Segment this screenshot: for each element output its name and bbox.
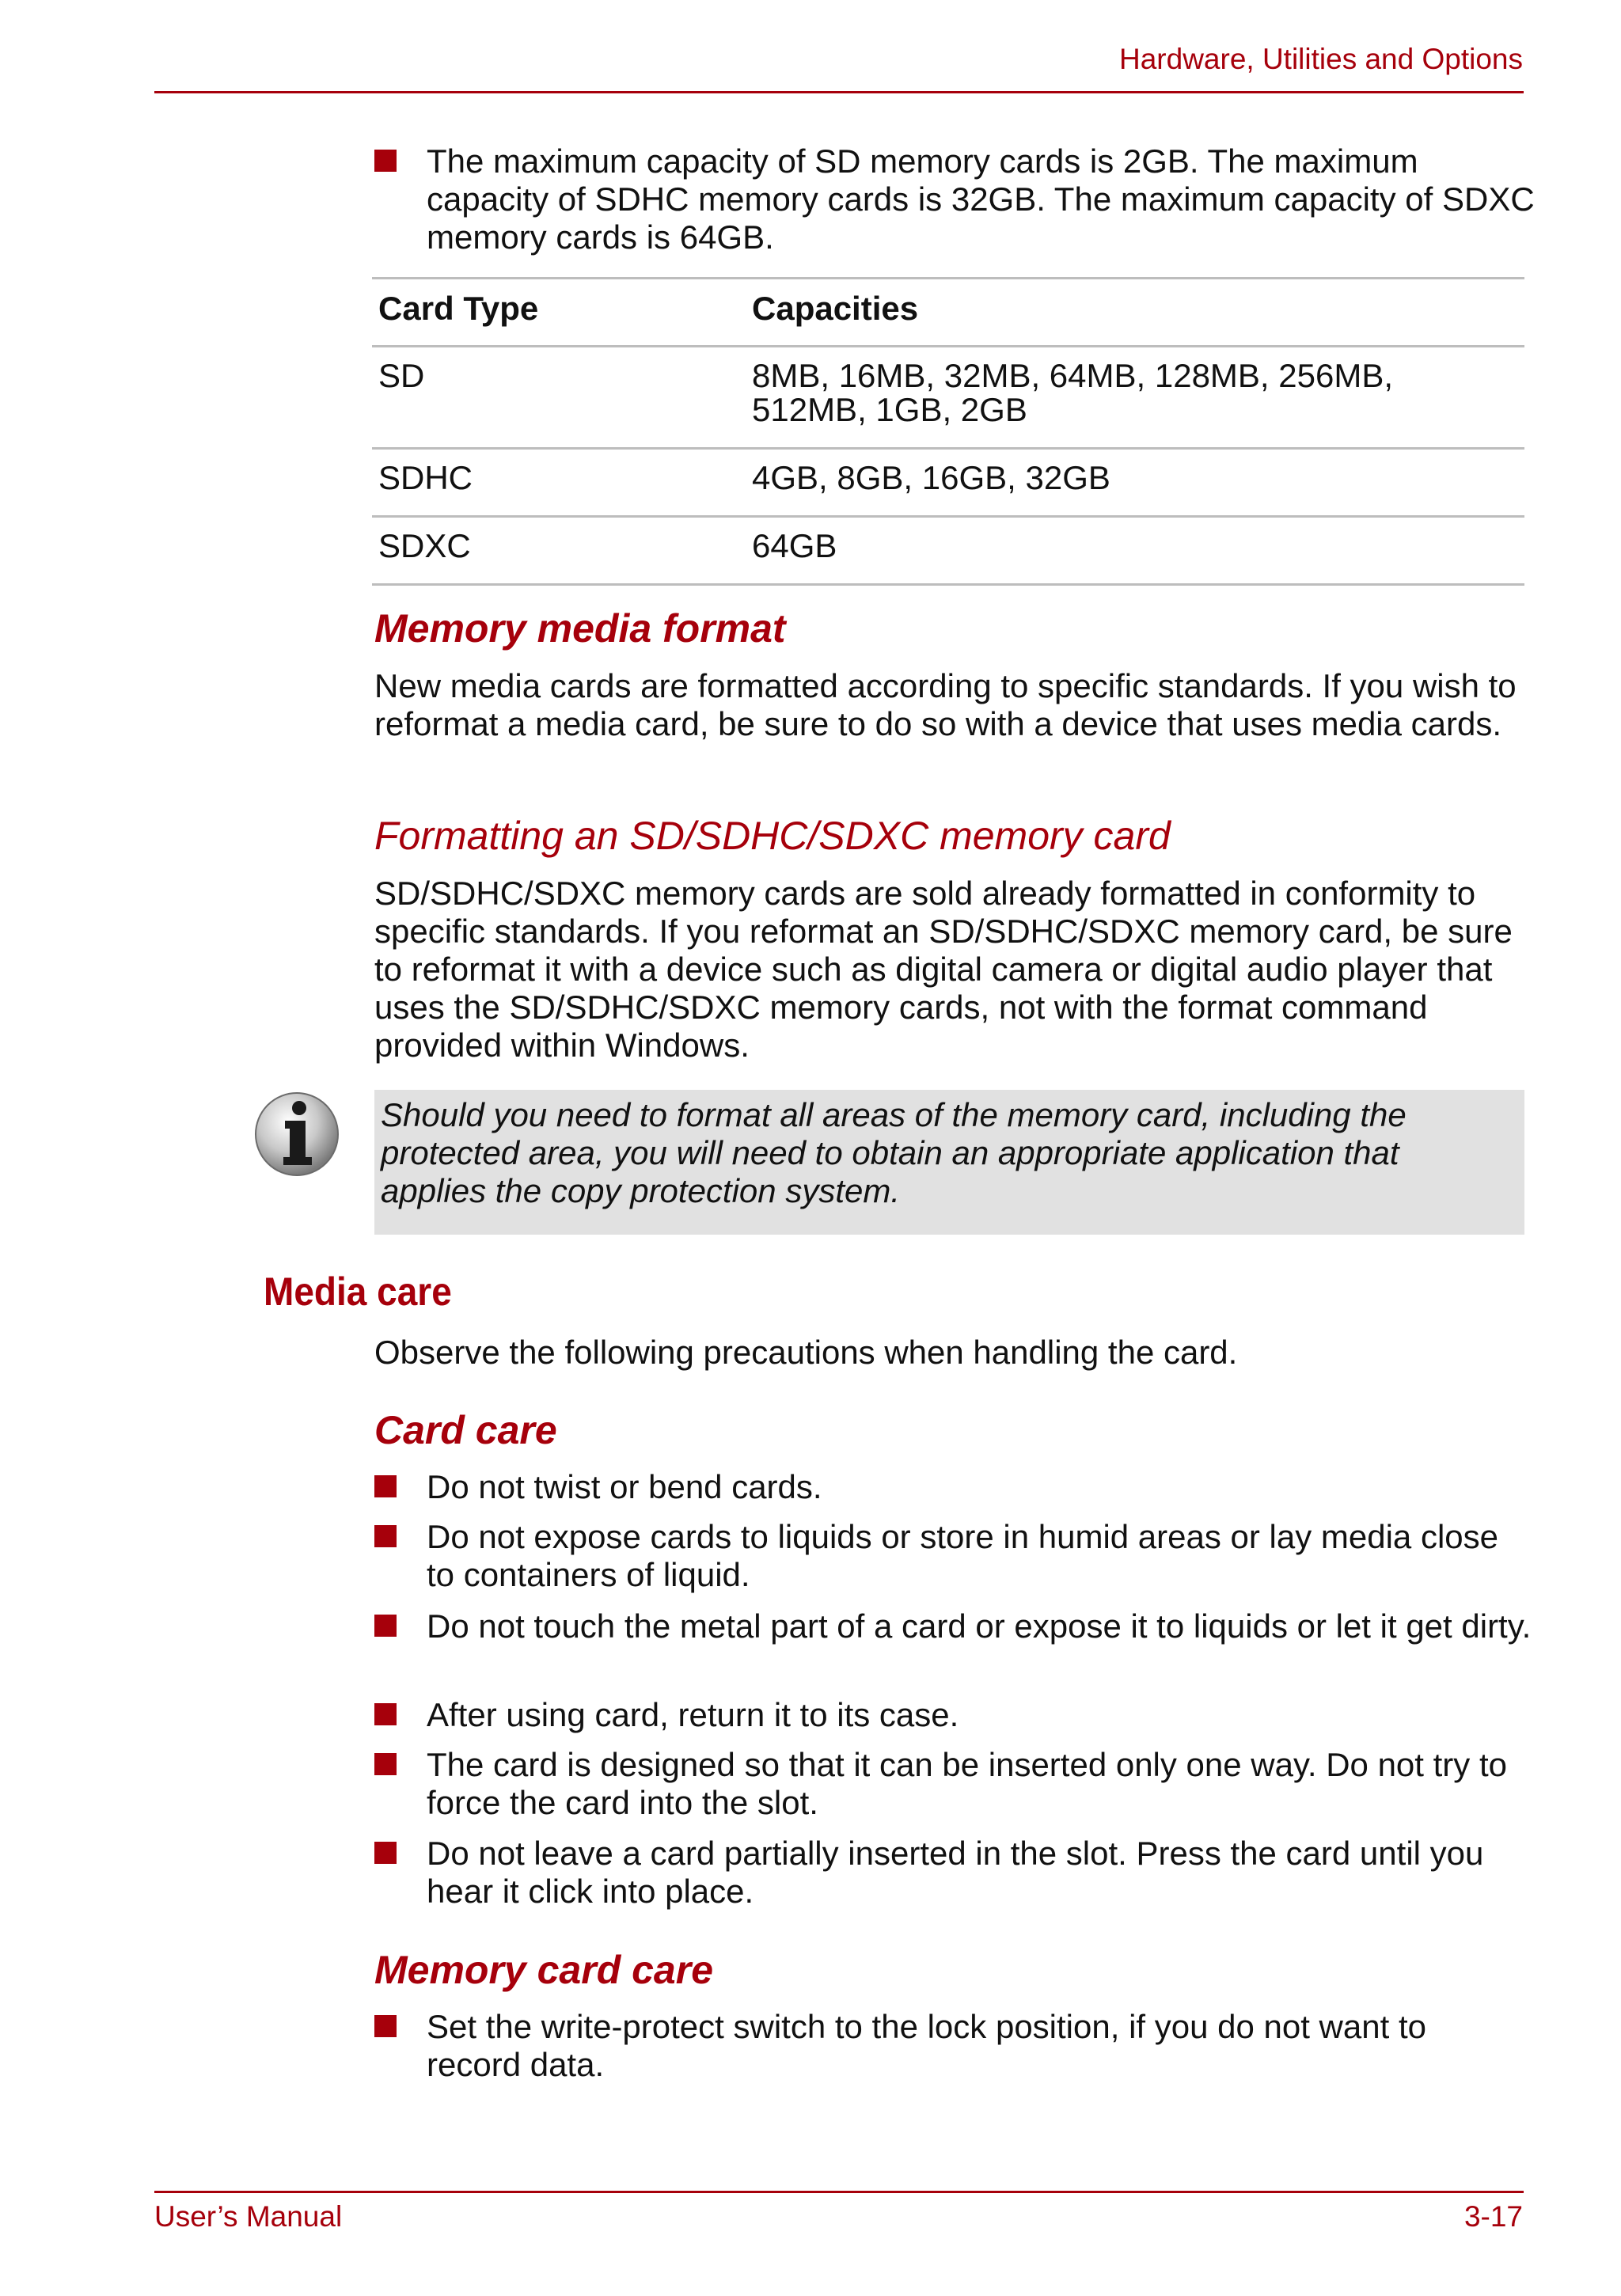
table-header-capacities: Capacities bbox=[752, 290, 919, 327]
info-icon bbox=[253, 1091, 340, 1178]
bullet-text: Set the write-protect switch to the lock position, if you do not want to record data. bbox=[427, 2008, 1426, 2083]
table-row bbox=[372, 345, 1524, 447]
bullet-text: Do not touch the metal part of a card or expose it to liquids or let it get dirty. bbox=[427, 1607, 1532, 1645]
note-box bbox=[374, 1090, 1524, 1235]
running-header: Hardware, Utilities and Options bbox=[1119, 43, 1523, 75]
card-care-heading: Card care bbox=[374, 1408, 557, 1452]
table-row bbox=[372, 515, 1524, 586]
table-cell-card-type: SD bbox=[378, 357, 425, 394]
media-care-intro: Observe the following precautions when handling the card. bbox=[374, 1334, 1238, 1371]
bullet-text: The maximum capacity of SD memory cards is 2GB. The maximum capacity of SDHC memory cards is 32GB. The maximum capacity of SDXC memory cards is 64GB. bbox=[427, 142, 1535, 256]
table-cell-capacities: 64GB bbox=[752, 527, 837, 564]
table-cell-card-type: SDXC bbox=[378, 527, 471, 564]
table-cell-capacities: 8MB, 16MB, 32MB, 64MB, 128MB, 256MB, 512MB, 1GB, 2GB bbox=[752, 357, 1394, 428]
table-row bbox=[372, 447, 1524, 515]
bullet-square-icon bbox=[374, 2015, 397, 2037]
footer-rule bbox=[154, 2191, 1524, 2193]
memory-media-format-heading: Memory media format bbox=[374, 606, 786, 651]
bullet-square-icon bbox=[374, 1842, 397, 1864]
media-care-heading: Media care bbox=[264, 1269, 452, 1314]
table-cell-card-type: SDHC bbox=[378, 459, 473, 496]
header-rule bbox=[154, 91, 1524, 93]
bullet-square-icon bbox=[374, 1703, 397, 1725]
bullet-text: Do not leave a card partially inserted in the slot. Press the card until you hear it click into place. bbox=[427, 1835, 1484, 1910]
formatting-heading: Formatting an SD/SDHC/SDXC memory card bbox=[374, 814, 1171, 858]
note-text: Should you need to format all areas of the memory card, including the protected area, you will need to obtain an appropriate application that applies the copy protection system. bbox=[381, 1096, 1407, 1209]
memory-media-format-text: New media cards are formatted according to specific standards. If you wish to reformat a media card, be sure to do so with a device that uses media cards. bbox=[374, 667, 1517, 742]
bullet-square-icon bbox=[374, 1525, 397, 1547]
table-header-row bbox=[372, 277, 1524, 345]
footer-manual-title: User’s Manual bbox=[154, 2200, 343, 2233]
memory-card-care-heading: Memory card care bbox=[374, 1948, 714, 1992]
bullet-square-icon bbox=[374, 1475, 397, 1497]
table-header-card-type: Card Type bbox=[378, 290, 539, 327]
bullet-text: Do not expose cards to liquids or store in humid areas or lay media close to containers of liquid. bbox=[427, 1518, 1499, 1593]
bullet-text: The card is designed so that it can be inserted only one way. Do not try to force the card into the slot. bbox=[427, 1746, 1507, 1821]
capacity-table bbox=[372, 277, 1524, 586]
bullet-text: Do not twist or bend cards. bbox=[427, 1468, 822, 1505]
table-cell-capacities: 4GB, 8GB, 16GB, 32GB bbox=[752, 459, 1110, 496]
bullet-square-icon bbox=[374, 150, 397, 172]
bullet-square-icon bbox=[374, 1753, 397, 1775]
bullet-text: After using card, return it to its case. bbox=[427, 1696, 959, 1733]
page-number: 3-17 bbox=[1463, 2200, 1523, 2233]
formatting-text: SD/SDHC/SDXC memory cards are sold already formatted in conformity to specific standards. If you reformat an SD/SDHC/SDXC memory card, be sure to reformat it with a device such as digital camera or digital audio player that uses the SD/SDHC/SDXC memory cards, not with the format command provided within Windows. bbox=[374, 875, 1513, 1064]
bullet-square-icon bbox=[374, 1615, 397, 1637]
